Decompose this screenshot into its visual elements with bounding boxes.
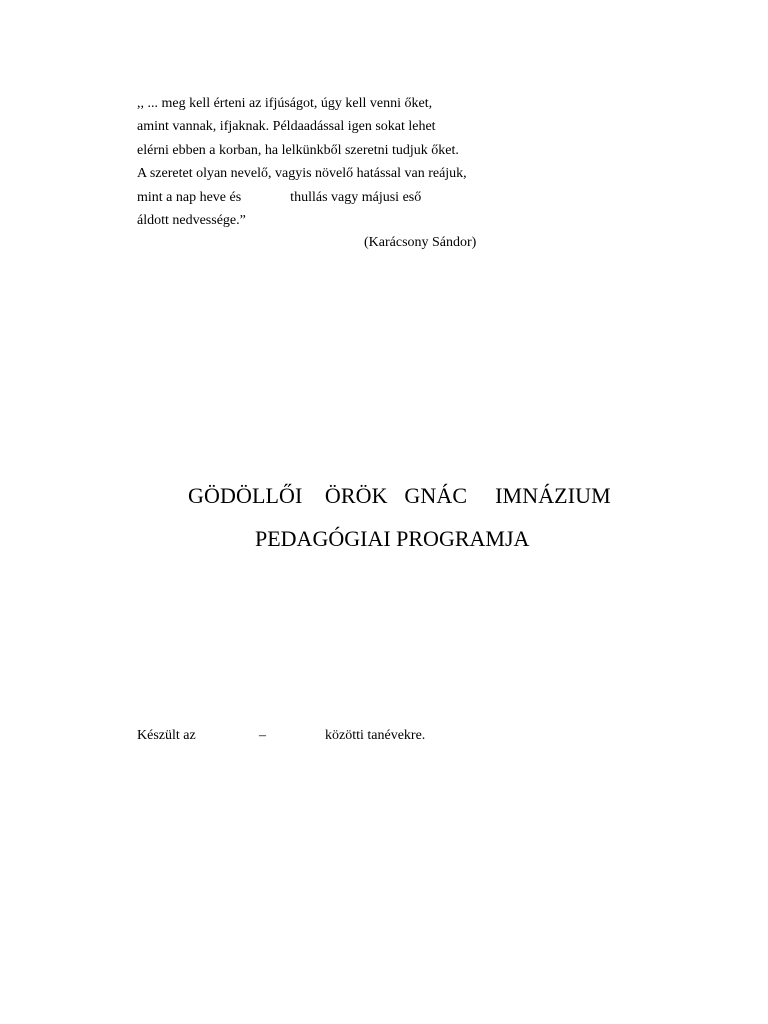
footer-dash: – [259,728,266,743]
footer-text-school-years: közötti tanévekre. [325,728,426,743]
quote-line: A szeretet olyan nevelő, vagyis növelő hatással van reájuk, [137,166,467,182]
quote-attribution: (Karácsony Sándor) [364,235,477,250]
footer-text-prepared: Készült az [137,728,196,743]
quote-line: amint vannak, ifjaknak. Példaadással igen sokat lehet [137,119,436,135]
document-subtitle: PEDAGÓGIAI PROGRAMJA [255,526,530,551]
quote-line: ,, ... meg kell érteni az ifjúságot, úgy kell venni őket, [137,96,433,111]
quote-line: elérni ebben a korban, ha lelkünkből szeretni tudjuk őket. [137,142,459,158]
motto-quote [137,92,557,232]
document-title: GÖDÖLLŐI ÖRÖK GNÁC IMNÁZIUM [188,483,611,508]
quote-line: áldott nedvessége.” [137,213,246,229]
quote-line: mint a nap heve és thullás vagy májusi eső [137,189,422,205]
